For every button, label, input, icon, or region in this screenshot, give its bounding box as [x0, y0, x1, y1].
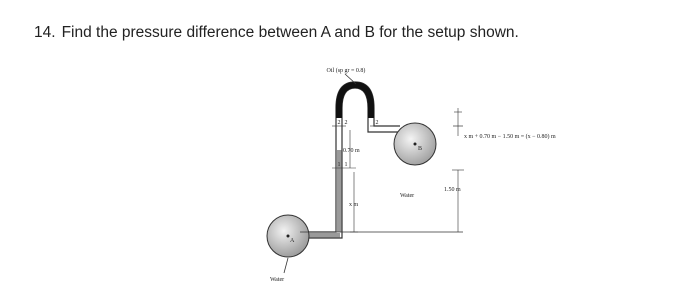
dim-070-label: 0.70 m — [343, 148, 360, 154]
dim-150-label: 1.50 m — [444, 187, 461, 193]
level-1-left: 1 — [337, 162, 341, 168]
water-b-label: Water — [400, 193, 415, 199]
question-number: 14. — [34, 24, 56, 41]
point-b-label: B — [418, 146, 423, 152]
level-1-right: 1 — [344, 162, 348, 168]
level-2-left: 2 — [337, 120, 341, 126]
pipe-left-outer — [290, 82, 400, 232]
oil-label: Oil (sp gr = 0.8) — [326, 68, 366, 74]
dim-x-label: x m — [349, 202, 359, 208]
oil-column — [336, 82, 374, 118]
level-2-right: 2 — [375, 120, 379, 126]
question-body: Find the pressure difference between A and B for the setup shown. — [61, 24, 519, 41]
point-a-label: A — [290, 238, 295, 244]
level-2-mid: 2 — [344, 120, 348, 126]
equation-label: x m + 0.70 m − 1.50 m = (x − 0.80) m — [464, 134, 556, 140]
water-a-label: Water — [270, 277, 285, 283]
